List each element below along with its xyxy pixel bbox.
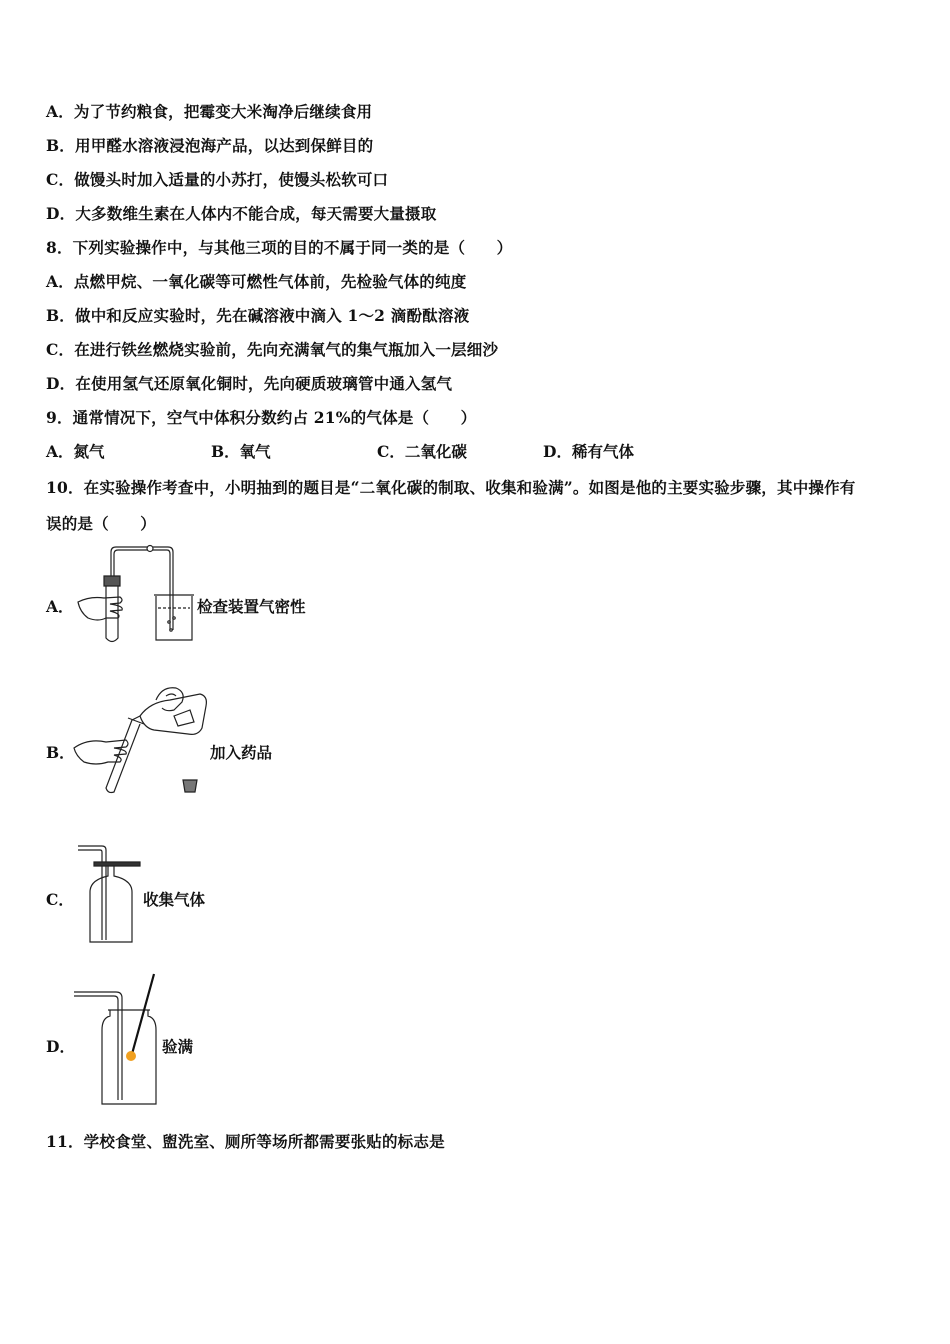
q9-options-row	[46, 442, 746, 462]
q8-option-b: B．做中和反应实验时，先在碱溶液中滴入 1～2 滴酚酞溶液	[46, 306, 470, 325]
q10-option-d-letter: D．	[46, 1037, 75, 1056]
airtightness-check-figure	[70, 542, 200, 647]
gas-collection-figure	[74, 842, 144, 946]
adding-chemicals-figure	[70, 680, 210, 800]
q10-option-c-letter: C．	[46, 890, 74, 909]
q10-stem-line2: 误的是（ ）	[46, 514, 156, 533]
q11-stem: 11．学校食堂、盥洗室、厕所等场所都需要张贴的标志是	[46, 1132, 445, 1151]
q8-option-a: A．点燃甲烷、一氧化碳等可燃性气体前，先检验气体的纯度	[46, 272, 467, 291]
q10-option-b-letter: B．	[46, 743, 75, 762]
q8-stem: 8．下列实验操作中，与其他三项的目的不属于同一类的是（ ）	[46, 238, 513, 257]
q9-option-a: A．氮气	[46, 442, 105, 461]
q9-option-b: B．氧气	[211, 442, 271, 461]
q7-option-d: D．大多数维生素在人体内不能合成，每天需要大量摄取	[46, 204, 437, 223]
q10-option-a-letter: A．	[46, 597, 74, 616]
q7-option-a: A．为了节约粮食，把霉变大米淘净后继续食用	[46, 102, 373, 121]
q10-option-c-caption: 收集气体	[143, 890, 206, 909]
check-full-figure	[72, 972, 162, 1110]
q7-option-c: C．做馒头时加入适量的小苏打，使馒头松软可口	[46, 170, 389, 189]
q9-option-c: C．二氧化碳	[377, 442, 467, 461]
q10-option-d-caption: 验满	[162, 1037, 194, 1056]
q10-option-a-caption: 检查装置气密性	[197, 597, 306, 616]
ember-dot	[126, 1051, 136, 1061]
q10-option-b-caption: 加入药品	[210, 743, 273, 762]
q9-stem: 9．通常情况下，空气中体积分数约占 21%的气体是（ ）	[46, 408, 477, 427]
q8-option-c: C．在进行铁丝燃烧实验前，先向充满氧气的集气瓶加入一层细沙	[46, 340, 499, 359]
q9-option-d: D．稀有气体	[543, 442, 634, 461]
q7-option-b: B．用甲醛水溶液浸泡海产品，以达到保鲜目的	[46, 136, 374, 155]
q10-stem-line1: 10．在实验操作考查中，小明抽到的题目是“二氧化碳的制取、收集和验满”。如图是他的主要实验步骤，其中操作有	[46, 478, 856, 497]
q8-option-d: D．在使用氢气还原氧化铜时，先向硬质玻璃管中通入氢气	[46, 374, 453, 393]
